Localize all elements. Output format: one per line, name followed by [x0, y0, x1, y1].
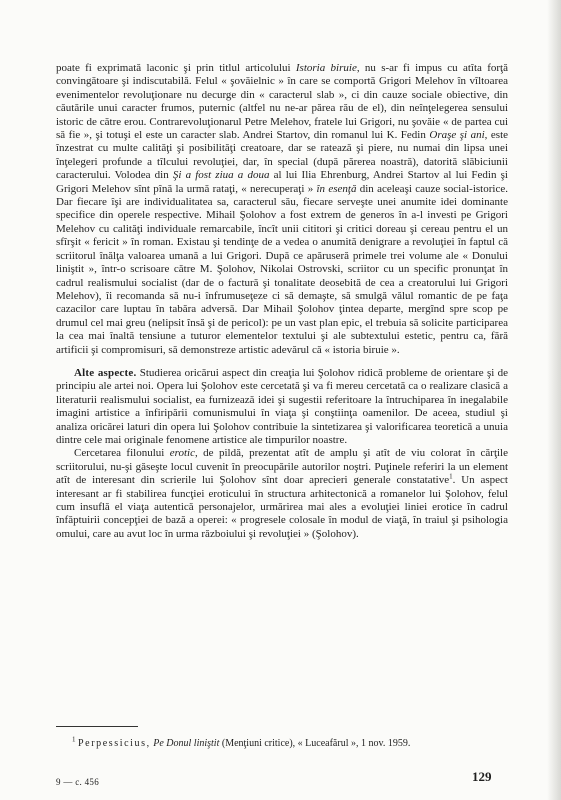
- italic-book-title: Oraşe şi ani: [429, 129, 485, 142]
- text-run: poate fi exprimată laconic şi prin titlul articolului: [56, 62, 296, 74]
- footnote-marker: 1: [449, 472, 453, 481]
- footnote-title: Pe Donul liniştit: [153, 738, 220, 749]
- italic-book-title: Şi a fost ziua a doua: [172, 169, 270, 182]
- page-number: 129: [472, 769, 492, 784]
- paragraph-erotic-theme: [56, 447, 508, 541]
- footnote-number: 1: [72, 735, 76, 744]
- italic-article-title: Istoria biruie: [295, 62, 357, 74]
- text-run: . Un aspect interesant ar fi stabilirea funcţiei eroticului în structura arhitectonică a romanelor lui Şolohov, felul cum insuflă el viaţa autentică personajelor, urmărirea mai ales a evoluţiei liniei erotice în cadrul înfăptuirii concepţiei de bază a operei: « progresele colosale în modul de viaţă, în traiul şi psihologia omului, care au avut loc în urma războiului şi revoluţiei » (Şolohov).: [56, 474, 508, 540]
- footnote-author: Perpessicius,: [78, 738, 151, 749]
- paragraph-intro: [56, 62, 508, 357]
- italic-phrase: în esenţă: [316, 182, 357, 195]
- section-heading: Alte aspecte.: [74, 366, 137, 379]
- italic-phrase: erotic: [169, 447, 195, 460]
- text-run: Studierea oricărui aspect din creaţia lui Şolohov ridică probleme de orientare şi de principiu ale artei noi. Opera lui Şolohov este cercetată şi va fi mereu cercetată ca o realizare clasică a literaturii realismului socialist, ea furnizează idei şi sugestii referitoare la întruchiparea în inegalabile imagini artistice a înfiripării comunismului în viaţa şi conştiinţa oamenilor. De aceea, studiul şi analiza oricărei laturi din opera lui Şolohov contribuie la sintetizarea şi valorificarea teoretică a unuia dintre cele mai originale fenomene artistice ale timpurilor noastre.: [56, 366, 508, 446]
- footnote: [72, 735, 508, 750]
- text-run: , de pildă, prezentat atît de amplu şi atît de viu colorat în cărţile scriitorului, nu-şi găseşte locul cuvenit în preocupările autorilor noştri. Puţinele referiri la un element atît de interesant din scrierile lui Şolohov sînt doar aprecieri generale constatative: [56, 447, 508, 487]
- scan-edge-shadow: [547, 0, 561, 800]
- text-run: din aceleaşi cauze social-istorice. Dar fiecare îşi are individualitatea sa, caracterul său, fiecare serveşte unei anumite idei dominante specifice din operele respective. Mihail Şolohov a fost extrem de generos în a-l investi pe Grigori Melehov cu calităţi individuale remarcabile, încît unii cititori şi critici doreau şi cereau pentru el un sfîrşit « fericit » în roman. Existau şi tendinţe de a vedea o anumită denigrare a revoluţiei în faptul că scriitorul înălţa valoarea umană a lui Grigori. După ce apăruseră primele trei volume ale « Donului liniştit », într-o scrisoare către M. Şolohov, Nikolai Ostrovski, scriitor cu un specific pronunţat în cadrul realismului socialist (dar de o factură şi tonalitate deosebită de cea a creatorului lui Grigori Melehov), îi recomanda să nu-i înfrumuseţeze ci să demaşte, să smulgă vălul romantic de pe faţa cazacilor care luptau în tabăra adversă. Dar Mihail Şolohov ţintea departe, mergînd spre scop pe drumul cel mai greu (nelipsit însă şi de pericol): pe un vast plan epic, el trebuia să solicite participarea la cea mai înaltă tensiune a tuturor elementelor textului şi ale subtextului estetic, pentru ca, fără artificii şi compromisuri, să demonstreze artistic adevărul că « istoria biruie ».: [56, 182, 508, 356]
- printer-signature: 9 — c. 456: [56, 777, 99, 787]
- text-run: , este înzestrat cu multe calităţi şi posibilităţi creatoare, dar se ratează şi piere, nu numai din lipsa unei înţelegeri profunde a tîlcului revoluţiei, dar, în special (după părerea noastră), datorită slăbiciunii caracterului. Volodea din: [56, 129, 509, 182]
- footnote-divider: [56, 726, 138, 727]
- footnote-source: (Menţiuni critice), « Luceafărul », 1 nov. 1959.: [219, 738, 411, 749]
- text-run: al lui Ilia Ehrenburg, Andrei Startov al lui Fedin şi Grigori Melehov sînt pînă la urmă rataţi, « nerecuperaţi »: [56, 169, 508, 195]
- text-run: Cercetarea filonului: [74, 447, 170, 460]
- page-body: [56, 62, 508, 541]
- text-run: , nu s-ar fi impus cu atîta forţă convingătoare şi indiscutabilă. Felul « şovăielnic » în care se comportă Grigori Melehov în vîltoarea evenimentelor revoluţionare nu decurge din « caracterul slab », ci din cauze sociale obiective, din căutările unui caracter frumos, puternic (altfel nu ne-ar părea rău de el), din neînţelegerea sensului istoric de către erou. Contrarevoluţionarul Petre Melehov, fratele lui Grigori, nu şovăie « de partea cui să fie », şi totuşi el este un caracter slab. Andrei Startov, din romanul lui K. Fedin: [56, 62, 508, 142]
- paragraph-section-start: [56, 367, 508, 447]
